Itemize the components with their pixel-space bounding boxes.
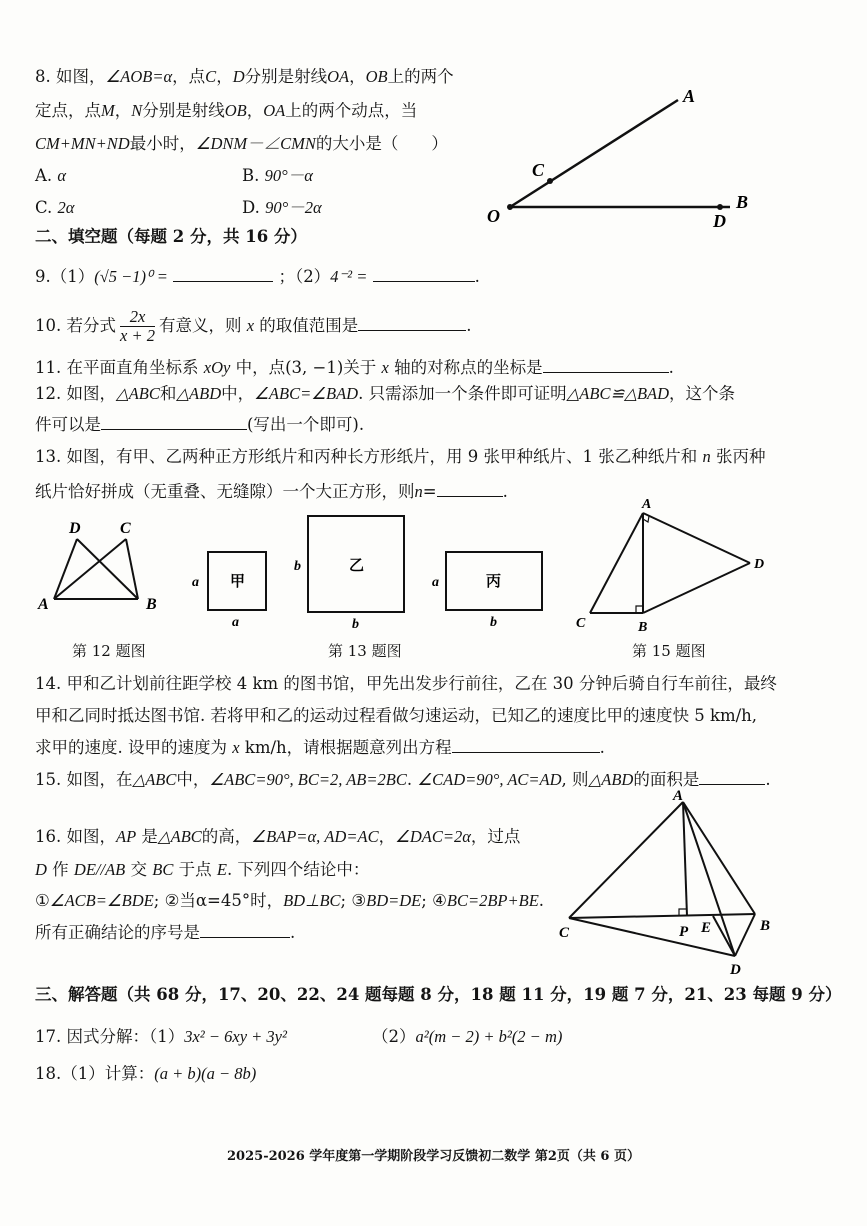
- q8-line1: 8. 如图，∠AOB=α，点C，D分别是射线OA，OB上的两个: [35, 67, 454, 86]
- fig13-side-a1: a: [192, 575, 199, 590]
- q8-fig-label-c: C: [532, 160, 545, 180]
- q14-line3: 求甲的速度. 设甲的速度为 x km/h，请根据题意列出方程 .: [35, 735, 605, 759]
- q13-line1: 13. 如图，有甲、乙两种正方形纸片和丙种长方形纸片，用 9 张甲种纸片、1 张乙种纸片和 n 张丙种: [35, 447, 766, 466]
- q16-line3: ①∠ACB=∠BDE; ②当α=45°时，BD⊥BC; ③BD=DE; ④BC=2BP+BE.: [35, 891, 545, 910]
- q9-blank-2: [373, 264, 475, 282]
- q16-line4: 所有正确结论的序号是 .: [35, 920, 295, 944]
- q11-blank: [543, 355, 669, 373]
- q12-line2: 件可以是 (写出一个即可).: [35, 412, 364, 436]
- fig12-label-b: B: [146, 596, 157, 613]
- fig13-side-a2: a: [232, 615, 239, 630]
- q8-fig-label-a: A: [683, 86, 696, 106]
- fig16-label-c: C: [559, 925, 570, 941]
- q8-fig-label-b: B: [736, 192, 749, 212]
- q10: 10. 若分式 $\frac{2x}{x + 2}$ 有意义，则 x 的取值范围是 .: [35, 307, 472, 345]
- q13-blank: [437, 479, 503, 497]
- q16-line1: 16. 如图，AP 是△ABC的高，∠BAP=α, AD=AC，∠DAC=2α，过点: [35, 827, 521, 846]
- q16-blank: [200, 920, 290, 938]
- fig15-label-b: B: [638, 620, 648, 635]
- q17-part2: （2）a²(m − 2) + b²(2 − m): [372, 1027, 563, 1046]
- fig15-label-a: A: [642, 497, 652, 512]
- fig13-label-yi: 乙: [349, 556, 365, 574]
- q14-line2: 甲和乙同时抵达图书馆. 若将甲和乙的运动过程看做匀速运动，已知乙的速度比甲的速度快 5 km/h,: [35, 706, 758, 725]
- fig13-label-jia: 甲: [230, 572, 246, 590]
- page-footer: 2025-2026 学年度第一学期阶段学习反馈初二数学 第2页（共 6 页）: [227, 1149, 640, 1164]
- q8-fig-label-d: D: [713, 211, 726, 231]
- fig16-label-e: E: [701, 920, 712, 936]
- fig12-label-d: D: [69, 520, 81, 537]
- fig12-caption: 第 12 题图: [72, 642, 146, 660]
- q8-line3: CM+MN+ND最小时，∠DNM－∠CMN的大小是（ ）: [35, 134, 448, 153]
- q14-line1: 14. 甲和乙计划前往距学校 4 km 的图书馆，甲先出发步行前往，乙在 30 分钟后骑自行车前往，最终: [35, 674, 777, 693]
- section2-heading: 二、填空题（每题 2 分，共 16 分）: [35, 227, 307, 246]
- q15-blank: [699, 767, 765, 785]
- fig13-side-b1: b: [294, 559, 301, 574]
- fig13: [180, 510, 560, 630]
- fig16: [555, 790, 795, 980]
- fig15-caption: 第 15 题图: [632, 642, 706, 660]
- q8-figure: [480, 80, 760, 230]
- q8-option-c: C. 2α: [35, 198, 75, 217]
- fig16-label-a: A: [673, 788, 684, 804]
- q10-fraction: $\frac{2x}{x + 2}$: [120, 307, 155, 345]
- q11: 11. 在平面直角坐标系 xOy 中，点(3, −1)关于 x 轴的对称点的坐标是 .: [35, 355, 674, 379]
- q14-blank: [452, 735, 600, 753]
- q8-option-b: B. 90°－α: [242, 166, 313, 185]
- section3-heading: 三、解答题（共 68 分，17、20、22、24 题每题 8 分，18 题 11 分，19 题 7 分，21、23 每题 9 分）: [35, 985, 842, 1004]
- q12-line1: 12. 如图，△ABC和△ABD中，∠ABC=∠BAD. 只需添加一个条件即可证明△ABC≌△BAD，这个条: [35, 384, 736, 403]
- q9-blank-1: [173, 264, 273, 282]
- q8-option-d: D. 90°－2α: [242, 198, 322, 217]
- fig13-side-b3: b: [490, 615, 497, 630]
- q15: 15. 如图，在△ABC中，∠ABC=90°, BC=2, AB=2BC. ∠CAD=90°, AC=AD, 则△ABD的面积是 .: [35, 767, 771, 791]
- q16-line2: D 作 DE//AB 交 BC 于点 E. 下列四个结论中：: [35, 860, 370, 879]
- fig16-label-b: B: [760, 918, 771, 934]
- fig13-side-b2: b: [352, 617, 359, 632]
- q13-line2: 纸片恰好拼成（无重叠、无缝隙）一个大正方形，则n= .: [35, 479, 508, 503]
- q8-fig-label-o: O: [487, 206, 500, 226]
- fig12: [32, 515, 172, 625]
- fig15-label-d: D: [754, 557, 765, 572]
- fig13-caption: 第 13 题图: [328, 642, 402, 660]
- fig15: [570, 495, 770, 640]
- fig16-label-d: D: [730, 962, 741, 978]
- q18: 18.（1）计算：(a + b)(a − 8b): [35, 1064, 257, 1083]
- fig12-label-c: C: [120, 520, 131, 537]
- q8-option-a: A. α: [35, 166, 67, 185]
- q17: 17. 因式分解：（1）3x² − 6xy + 3y²: [35, 1027, 287, 1046]
- q9: 9.（1）(√5 −1)⁰ = ；（2）4⁻² = .: [35, 264, 480, 288]
- fig15-label-c: C: [576, 616, 586, 631]
- fig13-side-a3: a: [432, 575, 439, 590]
- q10-blank: [358, 313, 466, 331]
- fig16-label-p: P: [679, 924, 689, 940]
- fig12-label-a: A: [38, 596, 49, 613]
- q8-line2: 定点，点M，N分别是射线OB，OA上的两个动点，当: [35, 101, 418, 120]
- fig13-label-bing: 丙: [486, 572, 502, 590]
- q12-blank: [101, 412, 247, 430]
